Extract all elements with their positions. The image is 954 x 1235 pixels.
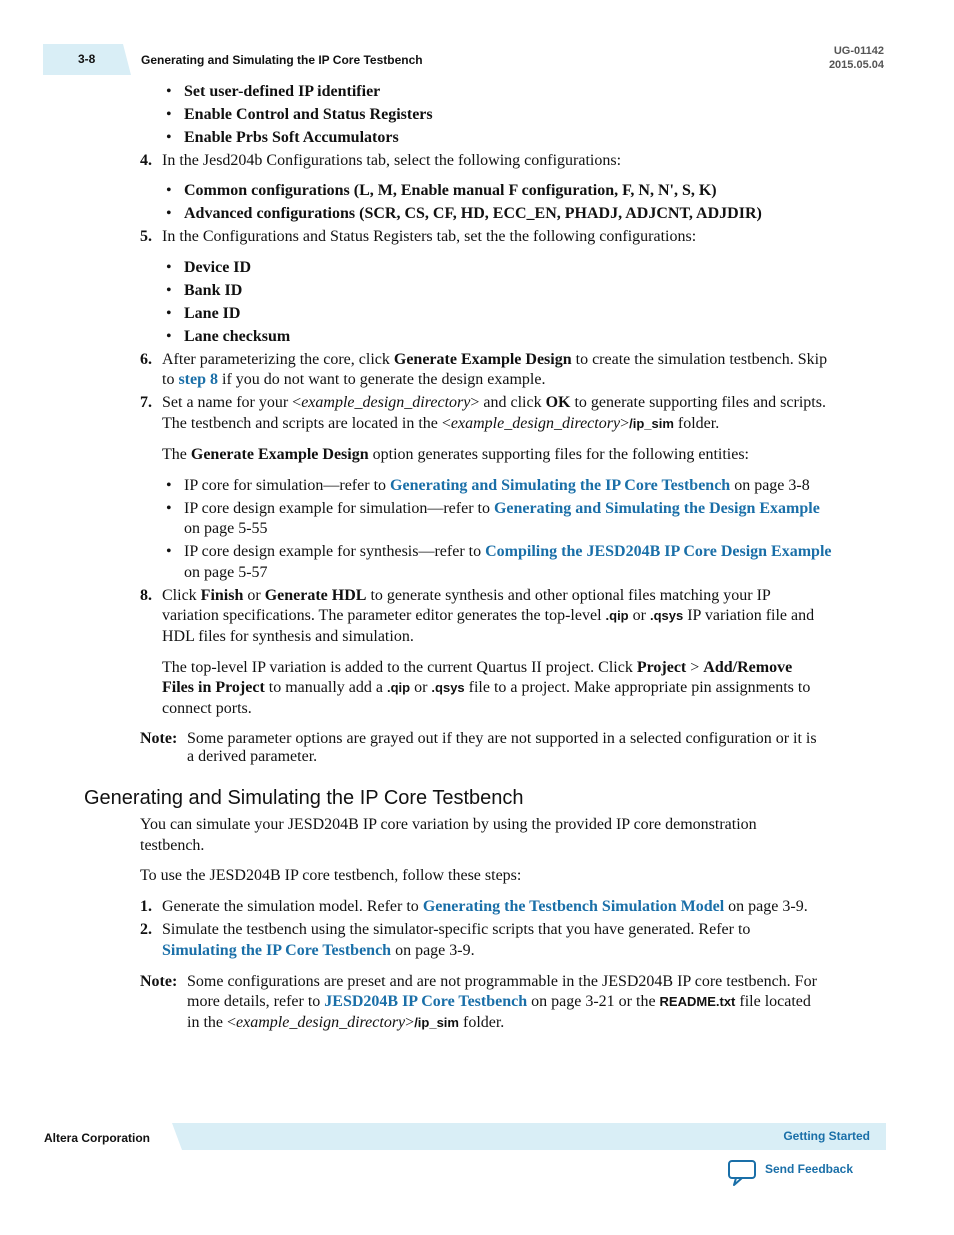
paragraph: The Generate Example Design option generates supporting files for the following entities:	[162, 446, 749, 463]
list-item: Enable Control and Status Registers	[184, 106, 433, 123]
header-section-title: Generating and Simulating the IP Core Testbench	[141, 53, 423, 67]
list-item: Advanced configurations (SCR, CS, CF, HD, ECC_EN, PHADJ, ADJCNT, ADJDIR)	[184, 205, 762, 222]
doc-id: UG-01142	[833, 45, 884, 57]
step-text: In the Jesd204b Configurations tab, select the following configurations:	[162, 152, 622, 169]
step-text: In the Configurations and Status Registers tab, set the the following configurations:	[162, 228, 697, 245]
paragraph: You can simulate your JESD204B IP core variation by using the provided IP core demonstration	[140, 816, 757, 833]
paragraph: connect ports.	[162, 700, 252, 717]
step-number: 4.	[140, 152, 152, 169]
list-item-cont: on page 5-57	[184, 564, 268, 581]
step-number: 1.	[140, 898, 152, 915]
step-number: 2.	[140, 921, 152, 938]
step8-link[interactable]: step 8	[178, 371, 219, 388]
speech-bubble-icon[interactable]	[727, 1158, 757, 1191]
list-item-cont: on page 5-55	[184, 520, 268, 537]
bullet: •	[166, 305, 172, 322]
step-text: Simulating the IP Core Testbench on page 3-9.	[162, 942, 475, 959]
step-number: 6.	[140, 351, 152, 368]
send-feedback-link[interactable]: Send Feedback	[765, 1162, 854, 1176]
note-text: in the <example_design_directory>/ip_sim folder.	[187, 1014, 505, 1031]
bullet: •	[166, 205, 172, 222]
footer-section-link[interactable]: Getting Started	[783, 1129, 870, 1143]
cross-ref-link[interactable]: Generating and Simulating the IP Core Testbench	[390, 477, 731, 494]
doc-info	[829, 44, 884, 72]
note-label: Note:	[140, 730, 178, 747]
list-item: Enable Prbs Soft Accumulators	[184, 129, 399, 146]
step-text: HDL files for synthesis and simulation.	[162, 628, 414, 645]
bullet: •	[166, 543, 172, 560]
bullet: •	[166, 328, 172, 345]
list-item: Bank ID	[184, 282, 243, 299]
cross-ref-link[interactable]: Generating and Simulating the Design Example	[493, 500, 820, 517]
page-number: 3-8	[78, 52, 96, 66]
cross-ref-link[interactable]: Generating the Testbench Simulation Model	[422, 898, 725, 915]
footer-band	[172, 1123, 886, 1150]
step-number: 5.	[140, 228, 152, 245]
step-number: 7.	[140, 394, 152, 411]
list-item: IP core design example for simulation—refer to Generating and Simulating the Design Example	[184, 500, 820, 517]
note-label: Note:	[140, 973, 178, 990]
note-text: Some parameter options are grayed out if they are not supported in a selected configuration or it is	[187, 730, 817, 747]
section-heading: Generating and Simulating the IP Core Testbench	[84, 787, 524, 809]
list-item: Lane ID	[184, 305, 241, 322]
step-text: variation specifications. The parameter editor generates the top-level .qip or .qsys IP variation file and	[162, 607, 815, 624]
bullet: •	[166, 106, 172, 123]
list-item: IP core for simulation—refer to Generating and Simulating the IP Core Testbench on page 3-8	[184, 477, 810, 494]
step-text: to step 8 if you do not want to generate the design example.	[162, 371, 546, 388]
paragraph: To use the JESD204B IP core testbench, follow these steps:	[140, 867, 522, 884]
list-item: IP core design example for synthesis—refer to Compiling the JESD204B IP Core Design Example	[184, 543, 832, 560]
step-text: After parameterizing the core, click Generate Example Design to create the simulation testbench. Skip	[162, 351, 828, 368]
bullet: •	[166, 259, 172, 276]
step-number: 8.	[140, 587, 152, 604]
bullet: •	[166, 83, 172, 100]
note-text: a derived parameter.	[187, 748, 318, 765]
list-item: Set user-defined IP identifier	[184, 83, 381, 100]
step-text: Click Finish or Generate HDL to generate synthesis and other optional files matching your IP	[162, 587, 771, 604]
cross-ref-link[interactable]: Simulating the IP Core Testbench	[162, 942, 392, 959]
cross-ref-link[interactable]: JESD204B IP Core Testbench	[324, 993, 528, 1010]
bullet: •	[166, 182, 172, 199]
paragraph: Files in Project to manually add a .qip or .qsys file to a project. Make appropriate pin assignments to	[162, 679, 811, 696]
list-item: Common configurations (L, M, Enable manual F configuration, F, N, N', S, K)	[184, 182, 717, 199]
step-text: Simulate the testbench using the simulator-specific scripts that you have generated. Refer to	[162, 921, 751, 938]
list-item: Lane checksum	[184, 328, 291, 345]
paragraph: testbench.	[140, 837, 205, 854]
note-text: more details, refer to JESD204B IP Core Testbench on page 3-21 or the README.txt file located	[187, 993, 811, 1010]
step-text: Generate the simulation model. Refer to Generating the Testbench Simulation Model on page 3-9.	[162, 898, 808, 915]
step-text: Set a name for your <example_design_directory> and click OK to generate supporting files and scripts.	[162, 394, 826, 411]
list-item: Device ID	[184, 259, 252, 276]
bullet: •	[166, 282, 172, 299]
note-text: Some configurations are preset and are not programmable in the JESD204B IP core testbench. For	[187, 973, 817, 990]
footer-company: Altera Corporation	[44, 1131, 151, 1145]
paragraph: The top-level IP variation is added to the current Quartus II project. Click Project > Add/Remove	[162, 659, 793, 676]
step-text: The testbench and scripts are located in the <example_design_directory>/ip_sim folder.	[162, 415, 720, 432]
doc-date: 2015.05.04	[828, 59, 884, 71]
bullet: •	[166, 477, 172, 494]
cross-ref-link[interactable]: Compiling the JESD204B IP Core Design Example	[485, 543, 832, 560]
bullet: •	[166, 129, 172, 146]
bullet: •	[166, 500, 172, 517]
